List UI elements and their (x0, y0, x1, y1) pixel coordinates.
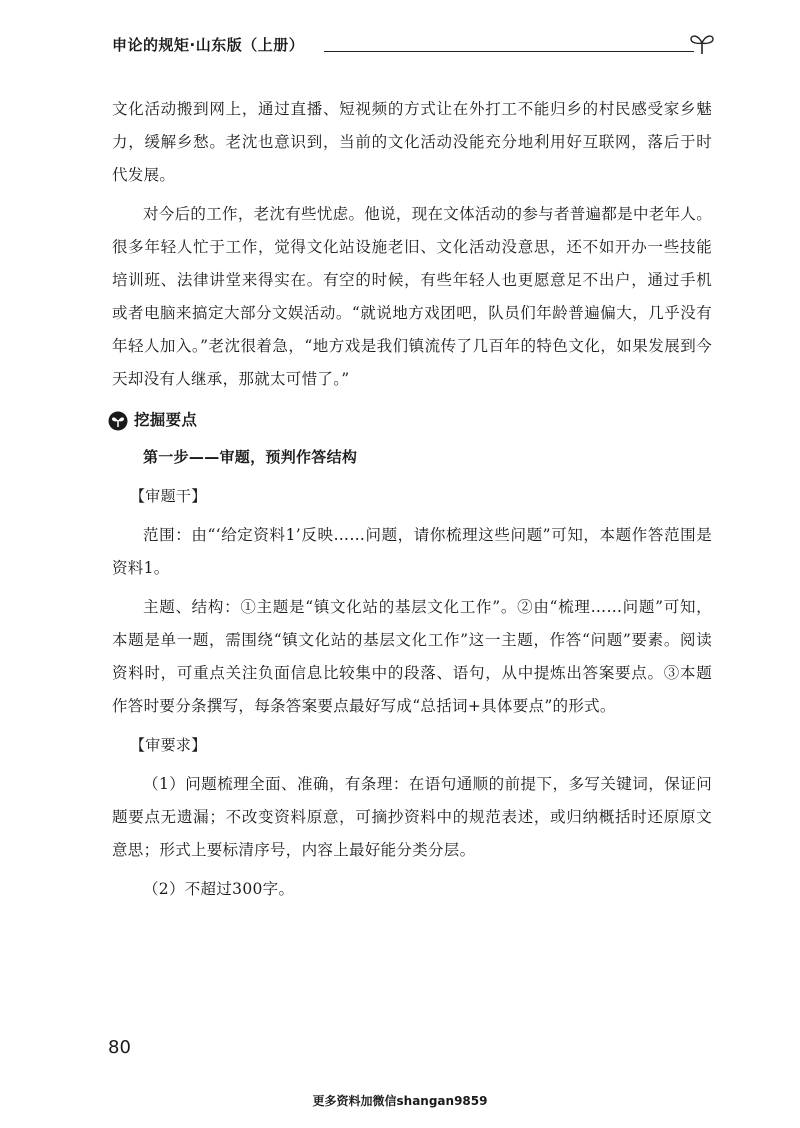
paragraph: （2）不超过300字。 (143, 880, 295, 898)
paragraph: 主题、结构：①主题是“镇文化站的基层文化工作”。②由“梳理……问题”可知，本题是单一题，需围绕“镇文化站的基层文化工作”这一主题，作答“问题”要素。阅读资料时，可重点关注负面信息比较集中的段落、语句，从中提炼出答案要点。③本题作答时要分条撰写，每条答案要点最好写成“总括词+具体要点”的形式。 (112, 598, 712, 715)
review-requirement-label: 【审要求】 (130, 736, 207, 754)
running-header (112, 30, 712, 60)
page-content (112, 93, 712, 912)
sprout-badge-icon (108, 411, 128, 431)
section-title: 挖掘要点 (134, 411, 198, 429)
paragraph: 范围：由“‘给定资料1’反映……问题，请你梳理这些问题”可知，本题作答范围是资料1。 (112, 526, 712, 577)
header-rule (324, 51, 694, 52)
paragraph: 文化活动搬到网上，通过直播、短视频的方式让在外打工不能归乡的村民感受家乡魅力，缓解乡愁。老沈也意识到，当前的文化活动没能充分地利用好互联网，落后于时代发展。 (112, 100, 712, 184)
section-heading (108, 404, 712, 437)
paragraph: 对今后的工作，老沈有些忧虑。他说，现在文体活动的参与者普遍都是中老年人。很多年轻人忙于工作，觉得文化站设施老旧、文化活动没意思，还不如开办一些技能培训班、法律讲堂来得实在。有空的时候，有些年轻人也更愿意足不出户，通过手机或者电脑来搞定大部分文娱活动。“就说地方戏团吧，队员们年龄普遍偏大，几乎没有年轻人加入。”老沈很着急，“地方戏是我们镇流传了几百年的特色文化，如果发展到今天却没有人继承，那就太可惜了。” (112, 205, 712, 388)
review-stem-label: 【审题干】 (130, 487, 207, 505)
page-number: 80 (108, 1037, 131, 1058)
step-heading: 第一步——审题，预判作答结构 (143, 448, 358, 466)
footer-note: 更多资料加微信shangan9859 (312, 1094, 488, 1108)
paragraph: （1）问题梳理全面、准确，有条理：在语句通顺的前提下，多写关键词，保证问题要点无遗漏；不改变资料原意，可摘抄资料中的规范表述，或归纳概括时还原原文意思；形式上要标清序号，内容上最好能分类分层。 (112, 775, 712, 859)
book-title: 申论的规矩·山东版（上册） (112, 36, 305, 54)
sprout-icon (689, 30, 715, 56)
